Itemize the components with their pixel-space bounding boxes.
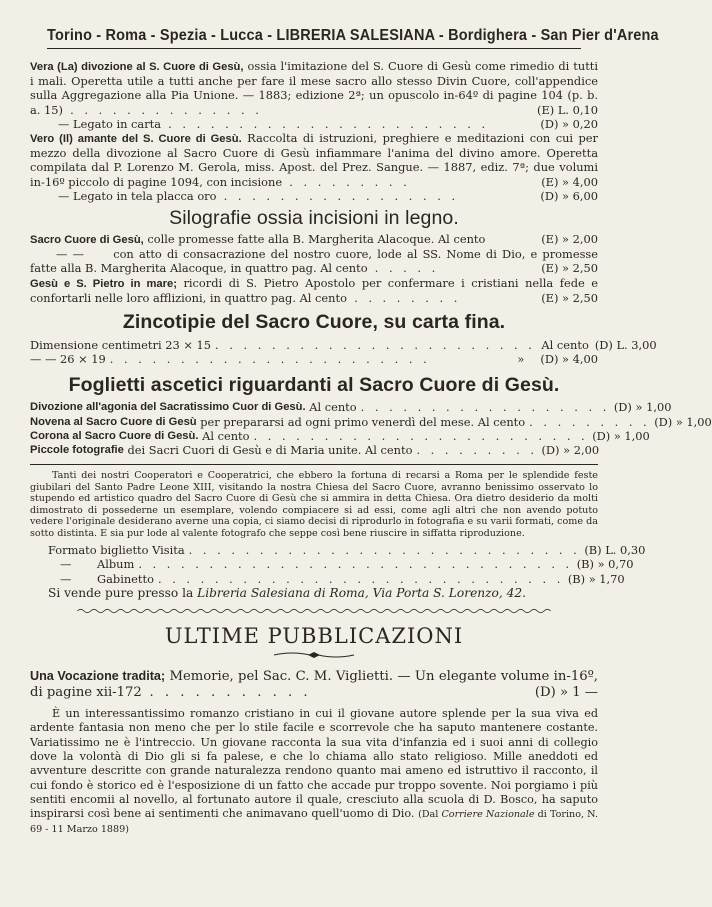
price-row: Divozione all'agonia del Sacratissimo Cuor di Gesù. Al cento . . . . . . . . . . . . . . . . . . (D) » 1,00 — [30, 400, 672, 415]
sale-note: Si vende pure presso la Libreria Salesiana di Roma, Via Porta S. Lorenzo, 42. — [48, 585, 527, 600]
review-paragraph: È un interessantissimo romanzo cristiano in cui il giovane autore splende per la sua viva ed ardente fantasia non meno che per lo stile facile e scorrevole che ha saputo mantenere costante. Variatissimo ne è l'intreccio. Un giovane racconta la sua vita d'infanzia ed i suoi anni di collegio dove la volontà di Dio gli si fa palese, e che lo chiama allo stato religioso. Mille aneddoti ed avventure descritte con grande naturalezza rendono quanto mai ameno ed istruttivo il racconto, il cui fondo è storico ed è l'esposizione di un fatto che accade pur troppo sovente. Noi porgiamo i più sentiti encomii al novello, al fortunato autore il quale, cresciuto alla scuola di D. Bosco, ha saputo inspirarsi così bene ai sentimenti che animavano quell'uomo di Dio. (Dal Corriere Nazionale di Torino, N. 69 - 11 Marzo 1889) — [30, 707, 599, 836]
notice-paragraph: Tanti dei nostri Cooperatori e Cooperatrici, che ebbero la fortuna di recarsi a Roma per le splendide feste giubilari del Santo Padre Leone XIII, visitando la nostra Chiesa del Sacro Cuore, avranno benissimo osservato lo stupendo ed artistico quadro del Sacro Cuore di Gesù che si ammira in detta Chiesa. Ora dietro desiderio da molti dimostrato di possederne un esemplare, volendo compiacere si ad essi, come agli altri che non avendo potuto vedere l'originale desiderano averne una copia, ci siamo decisi di riprodurlo in fotografia e su varii formati, come da sotto distinta. E sia pur lode al valente fotografo che seppe così bene riuscire in siffatta riproduzione. — [30, 470, 598, 539]
lead-entry: Una Vocazione tradita; Memorie, pel Sac. C. M. Viglietti. — Un elegante volume in-16º, di pagine xii-172 . . . . . . . . . . . (D) » 1 — — [30, 669, 598, 701]
notice-rule — [30, 464, 598, 465]
catalog-entry-sub: — Legato in tela placca oro . . . . . . . . . . . . . . . . . (D) » 6,00 — [58, 188, 598, 203]
catalog-entry: Vero (Il) amante del S. Cuore di Gesù. Raccolta di istruzioni, preghiere e meditazioni con cui per mezzo della divozione al Sacro Cuore di Gesù infiammare l'anima del divino amore. Operetta compilata dal P. Lorenzo M. Gerola, miss. Apost. del Prez. Sangue. — 1887, ediz. 7ª; due volumi in-16º piccolo di pagine 1094, con incisione . . . . . . . . . (E) » 4,00 — [30, 131, 598, 189]
formats-list — [30, 543, 646, 600]
catalog-entries-2 — [30, 232, 598, 305]
page-header: Torino - Roma - Spezia - Lucca - LIBRERIA SALESIANA - Bordighera - San Pier d'Arena — [47, 0, 581, 49]
catalog-entry-sub: — Legato in carta . . . . . . . . . . . . . . . . . . . . . . . (D) » 0,20 — [58, 116, 598, 131]
price-row: Novena al Sacro Cuore di Gesù per prepararsi ad ogni primo venerdì del mese. Al cento . . . . . . . . . (D) » 1,00 — [30, 414, 712, 429]
zincotipie-list — [30, 338, 657, 367]
price-row: — Gabinetto . . . . . . . . . . . . . . . . . . . . . . . . . . . . . (B) » 1,70 — [60, 571, 625, 586]
section-title-foglietti: Foglietti ascetici riguardanti al Sacro Cuore di Gesù. — [68, 374, 560, 397]
foglietti-list — [30, 400, 712, 458]
catalog-entry: Vera (La) divozione al S. Cuore di Gesù, ossia l'imitazione del S. Cuore di Gesù come rimedio di tutti i mali. Operetta utile a tutti anche per fare il mese sacro allo stesso Divin Cuore, coll'appendice sulla Aggregazione alla Pia Unione. — 1883; edizione 2ª; un opuscolo in-64º di pagine 104 (p. b. a. 15) . . . . . . . . . . . . . . (E) L. 0,10 — [30, 59, 598, 117]
price-row: Corona al Sacro Cuore di Gesù. Al cento . . . . . . . . . . . . . . . . . . . . . . . . (D) » 1,00 — [30, 428, 650, 443]
price-row: — Album . . . . . . . . . . . . . . . . . . . . . . . . . . . . . . . (B) » 0,70 — [60, 557, 634, 572]
catalog-entry: — — con atto di consacrazione del nostro cuore, lode al SS. Nome di Dio, e promesse fatte alla B. Margherita Alacoque, in quattro pag. Al cento . . . . . (E) » 2,50 — [30, 247, 599, 276]
wavy-divider — [30, 606, 598, 616]
ornament-icon — [272, 650, 356, 660]
catalog-entry: Sacro Cuore di Gesù, colle promesse fatte alla B. Margherita Alacoque. Al cento (E) » 2,00 — [30, 232, 598, 247]
price-row: Dimensione centimetri 23 × 15 . . . . . . . . . . . . . . . . . . . . . . . Al cento (D) L. 3,00 — [30, 338, 657, 353]
catalog-entries-1 — [30, 59, 598, 203]
price-row: Piccole fotografie dei Sacri Cuori di Gesù e di Maria unite. Al cento . . . . . . . . . (D) » 2,00 — [30, 443, 600, 458]
price-row: — — 26 × 19 . . . . . . . . . . . . . . . . . . . . . . . » (D) » 4,00 — [30, 352, 598, 367]
catalog-entry: Gesù e S. Pietro in mare; ricordi di S. Pietro Apostolo per confermare i cristiani nella fede e confortarli nelle loro afflizioni, in quattro pag. Al cento . . . . . . . . (E) » 2,50 — [30, 275, 598, 305]
section-title-zincotipie: Zincotipie del Sacro Cuore, su carta fina. — [122, 311, 506, 334]
price-row: Formato biglietto Visita . . . . . . . . . . . . . . . . . . . . . . . . . . . . (B) L. 0,30 — [48, 543, 646, 558]
ultime-title: ULTIME PUBBLICAZIONI — [164, 624, 464, 649]
section-title-silografie: Silografie ossia incisioni in legno. — [169, 207, 459, 230]
